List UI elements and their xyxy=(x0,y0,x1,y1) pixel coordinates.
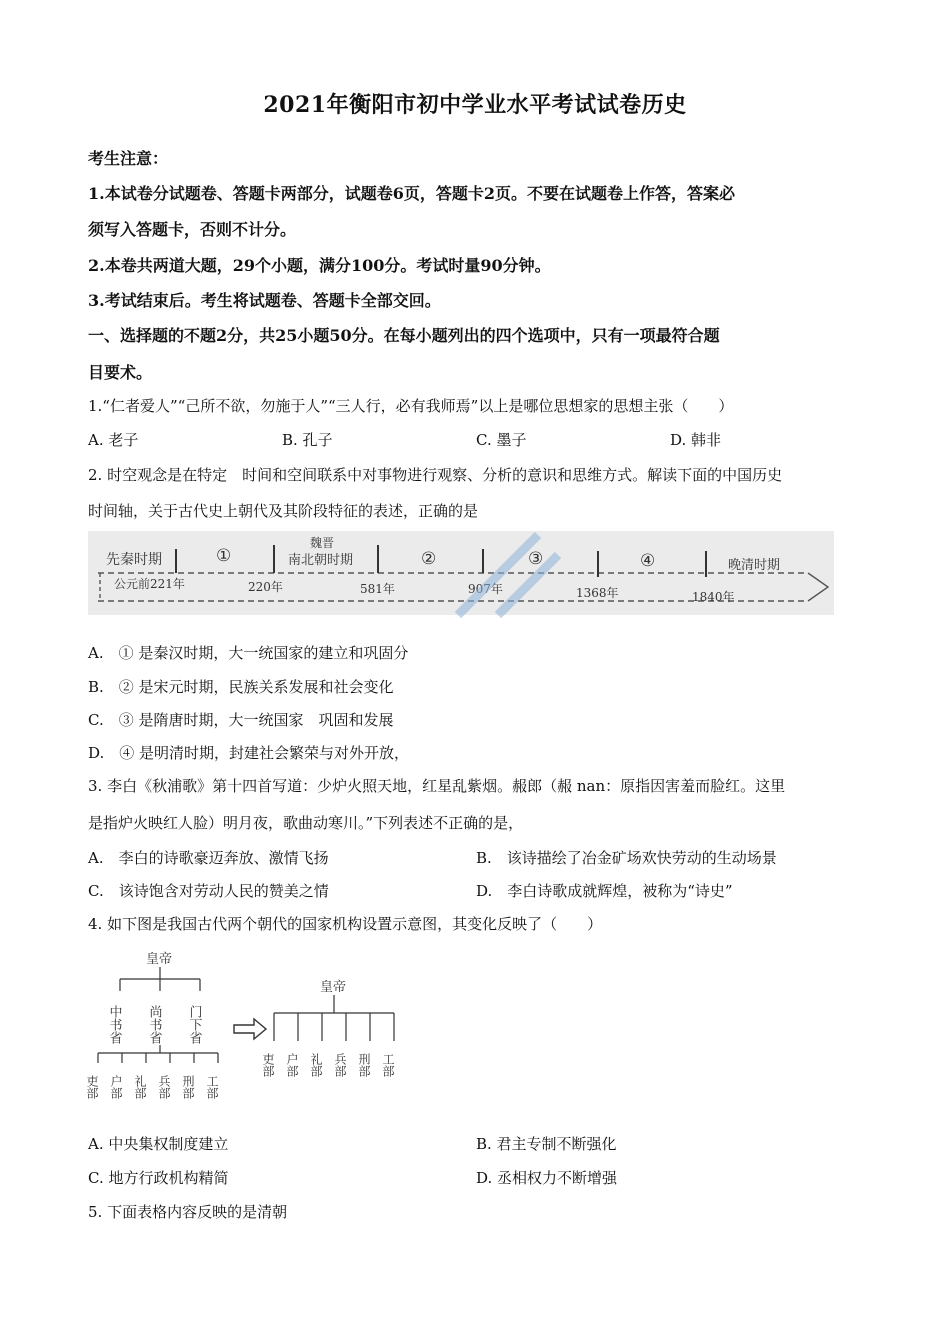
question-3-option-b[interactable]: B. 该诗描绘了冶金矿场欢快劳动的生动场景 xyxy=(476,849,777,867)
right-ministry-1: 吏部 xyxy=(261,1053,275,1077)
question-4-option-b[interactable]: B. 君主专制不断强化 xyxy=(476,1135,617,1153)
timeline-year-1840: 1840年 xyxy=(692,590,735,604)
question-1-option-a[interactable]: A. 老子 xyxy=(88,431,139,449)
left-department-shangshu: 尚书省 xyxy=(146,1005,162,1044)
change-arrow-icon xyxy=(234,1019,266,1039)
right-ministry-5: 刑部 xyxy=(357,1053,371,1077)
question-4-option-a[interactable]: A. 中央集权制度建立 xyxy=(88,1135,229,1153)
timeline-label-3: ③ xyxy=(528,549,544,569)
left-ministry-3: 礼部 xyxy=(133,1075,147,1099)
question-2-stem-line-2: 时间轴，关于古代史上朝代及其阶段特征的表述，正确的是 xyxy=(88,502,479,520)
question-2-option-d[interactable]: D. ④ 是明清时期，封建社会繁荣与对外开放， xyxy=(88,744,410,762)
left-ministry-2: 户部 xyxy=(109,1075,123,1099)
timeline-label-wei-jin: 魏晋 xyxy=(310,536,335,550)
question-3-option-c[interactable]: C. 该诗饱含对劳动人民的赞美之情 xyxy=(88,882,329,900)
right-ministry-6: 工部 xyxy=(381,1053,395,1077)
left-ministry-5: 刑部 xyxy=(181,1075,195,1099)
question-3-option-d[interactable]: D. 李白诗歌成就辉煌，被称为“诗史” xyxy=(476,882,733,900)
section-heading-line-1: 一、选择题的不题2分，共25小题50分。在每小题列出的四个选项中，只有一项最符合题 xyxy=(88,326,720,345)
left-emperor-label: 皇帝 xyxy=(146,952,173,967)
timeline-year-221bc: 公元前221年 xyxy=(114,577,185,591)
question-3-stem-line-1: 3. 李白《秋浦歌》第十四首写道：少炉火照天地，红星乱紫烟。赧郎（赧 nan：原指因害羞而脸红。这里 xyxy=(88,777,786,795)
notice-item-3: 3.考试结束后。考生将试题卷、答题卡全部交回。 xyxy=(88,291,441,310)
notice-item-2: 2.本卷共两道大题，29个小题，满分100分。考试时量90分钟。 xyxy=(88,256,551,275)
question-4-option-d[interactable]: D. 丞相权力不断增强 xyxy=(476,1169,618,1187)
history-timeline-figure xyxy=(88,531,834,615)
timeline-year-1368: 1368年 xyxy=(576,586,619,600)
notice-item-1-line-2: 须写入答题卡，否则不计分。 xyxy=(88,220,297,239)
left-ministry-6: 工部 xyxy=(205,1075,219,1099)
question-5-stem: 5. 下面表格内容反映的是清朝 xyxy=(88,1203,288,1221)
government-structure-diagram xyxy=(85,945,418,1115)
section-heading-line-2: 目要术。 xyxy=(88,363,153,382)
right-ministry-2: 户部 xyxy=(285,1053,299,1077)
question-4-stem: 4. 如下图是我国古代两个朝代的国家机构设置示意图，其变化反映了（ ） xyxy=(88,915,603,933)
question-1-option-c[interactable]: C. 墨子 xyxy=(476,431,527,449)
notice-item-1-line-1: 1.本试卷分试题卷、答题卡两部分，试题卷6页，答题卡2页。不要在试题卷上作答，答案必 xyxy=(88,184,735,203)
question-1-stem: 1.“仁者爱人”“己所不欲，勿施于人”“三人行，必有我师焉”以上是哪位思想家的思想主张（ ） xyxy=(88,397,734,415)
timeline-label-2: ② xyxy=(421,549,437,569)
timeline-label-4: ④ xyxy=(640,551,656,571)
timeline-year-581: 581年 xyxy=(360,582,395,596)
timeline-year-907: 907年 xyxy=(468,582,503,596)
timeline-label-1: ① xyxy=(216,546,232,566)
right-ministry-4: 兵部 xyxy=(333,1053,347,1077)
question-1-option-d[interactable]: D. 韩非 xyxy=(670,431,722,449)
question-2-option-a[interactable]: A. ① 是秦汉时期，大一统国家的建立和巩固分 xyxy=(88,644,409,662)
left-department-menxia: 门下省 xyxy=(186,1005,202,1044)
timeline-label-pre-qin: 先秦时期 xyxy=(106,552,162,568)
timeline-label-north-south: 南北朝时期 xyxy=(288,553,354,568)
question-4-option-c[interactable]: C. 地方行政机构精简 xyxy=(88,1169,229,1187)
question-2-option-b[interactable]: B. ② 是宋元时期，民族关系发展和社会变化 xyxy=(88,678,394,696)
question-2-option-c[interactable]: C. ③ 是隋唐时期，大一统国家 巩固和发展 xyxy=(88,711,394,729)
right-ministry-3: 礼部 xyxy=(309,1053,323,1077)
question-2-stem-line-1: 2. 时空观念是在特定 时间和空间联系中对事物进行观察、分析的意识和思维方式。解读下面的中国历史 xyxy=(88,466,783,484)
right-emperor-label: 皇帝 xyxy=(320,980,347,995)
left-ministry-4: 兵部 xyxy=(157,1075,171,1099)
notice-heading: 考生注意： xyxy=(88,149,169,168)
left-department-zhongshu: 中书省 xyxy=(106,1005,122,1044)
page-title: 2021年衡阳市初中学业水平考试试卷历史 xyxy=(263,92,687,118)
timeline-year-220: 220年 xyxy=(248,580,283,594)
question-3-stem-line-2: 是指炉火映红人脸）明月夜，歌曲动寒川。”下列表述不正确的是， xyxy=(88,814,524,832)
question-3-option-a[interactable]: A. 李白的诗歌豪迈奔放、激情飞扬 xyxy=(88,849,329,867)
timeline-label-late-qing: 晚清时期 xyxy=(728,558,781,573)
left-ministry-1: 吏部 xyxy=(85,1075,99,1099)
question-1-option-b[interactable]: B. 孔子 xyxy=(282,431,333,449)
